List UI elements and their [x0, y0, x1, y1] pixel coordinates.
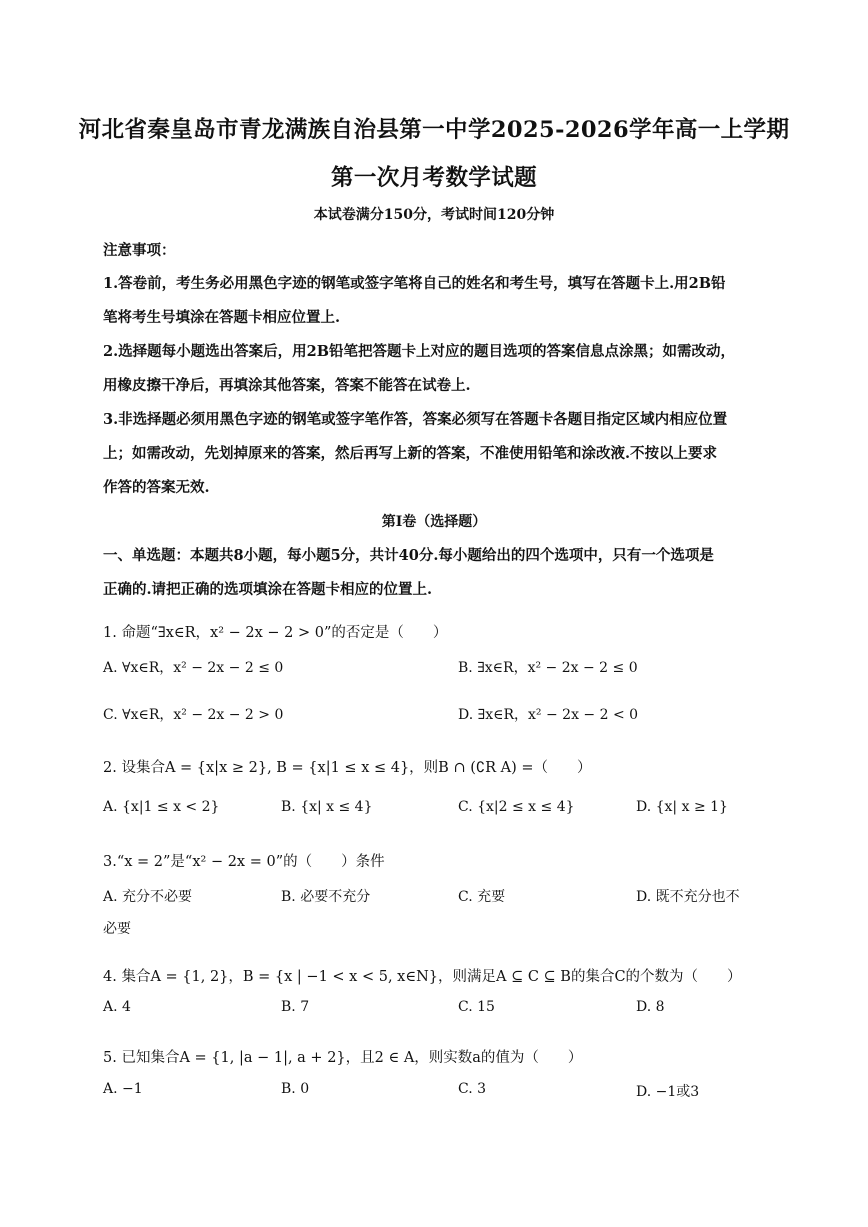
- question-4-option-b: B. 7: [281, 999, 310, 1015]
- notice-heading: 注意事项：: [103, 242, 176, 259]
- question-1-option-d: D. ∃x∈R，x² − 2x − 2 < 0: [458, 707, 639, 723]
- question-3-option-c: C. 充要: [458, 889, 506, 905]
- question-4-stem: 4. 集合A = {1, 2}，B = {x | −1 < x < 5, x∈N}，则满足A ⊆ C ⊆ B的集合C的个数为（ ）: [103, 969, 742, 985]
- question-5-option-a: A. −1: [103, 1081, 143, 1097]
- question-2-stem: 2. 设集合A = {x|x ≥ 2}, B = {x|1 ≤ x ≤ 4}，则B ∩ (∁R A) =（ ）: [103, 760, 592, 776]
- notice-line: 笔将考生号填涂在答题卡相应位置上.: [103, 309, 341, 326]
- question-5-option-d: D. −1或3: [636, 1084, 700, 1100]
- question-5-option-c: C. 3: [458, 1081, 487, 1097]
- exam-title-line-2: 第一次月考数学试题: [330, 165, 538, 191]
- question-5-option-b: B. 0: [281, 1081, 310, 1097]
- notice-line: 1.答卷前，考生务必用黑色字迹的钢笔或签字笔将自己的姓名和考生号，填写在答题卡上.用2B铅: [103, 275, 726, 292]
- question-1-option-c: C. ∀x∈R，x² − 2x − 2 > 0: [103, 707, 284, 723]
- question-3-stem: 3.“x = 2”是“x² − 2x = 0”的（ ）条件: [103, 854, 385, 870]
- question-2-option-c: C. {x|2 ≤ x ≤ 4}: [458, 799, 575, 815]
- question-4-option-d: D. 8: [636, 999, 665, 1015]
- part-one-instructions: 正确的.请把正确的选项填涂在答题卡相应的位置上.: [103, 581, 433, 598]
- question-4-option-c: C. 15: [458, 999, 495, 1015]
- question-3-option-d-continuation: 必要: [103, 921, 131, 937]
- question-1-stem: 1. 命题“∃x∈R，x² − 2x − 2 > 0”的否定是（ ）: [103, 625, 448, 641]
- part-one-instructions: 一、单选题：本题共8小题，每小题5分，共计40分.每小题给出的四个选项中，只有一个选项是: [103, 547, 714, 564]
- notice-line: 2.选择题每小题选出答案后，用2B铅笔把答题卡上对应的题目选项的答案信息点涂黑；如需改动，: [103, 343, 735, 360]
- notice-line: 上；如需改动，先划掉原来的答案，然后再写上新的答案，不准使用铅笔和涂改液.不按以上要求: [103, 445, 718, 462]
- exam-title-line-1: 河北省秦皇岛市青龙满族自治县第一中学2025-2026学年高一上学期: [78, 117, 790, 143]
- question-2-option-d: D. {x| x ≥ 1}: [636, 799, 728, 815]
- exam-subtitle: 本试卷满分150分，考试时间120分钟: [313, 207, 555, 223]
- notice-line: 作答的答案无效.: [103, 479, 210, 496]
- question-3-option-a: A. 充分不必要: [103, 889, 193, 905]
- notice-line: 用橡皮擦干净后，再填涂其他答案，答案不能答在试卷上.: [103, 377, 471, 394]
- question-2-option-b: B. {x| x ≤ 4}: [281, 799, 373, 815]
- question-2-option-a: A. {x|1 ≤ x < 2}: [103, 799, 220, 815]
- question-4-option-a: A. 4: [103, 999, 131, 1015]
- notice-line: 3.非选择题必须用黑色字迹的钢笔或签字笔作答，答案必须写在答题卡各题目指定区域内相应位置: [103, 411, 728, 428]
- question-1-option-b: B. ∃x∈R，x² − 2x − 2 ≤ 0: [458, 660, 638, 676]
- question-3-option-b: B. 必要不充分: [281, 889, 371, 905]
- question-1-option-a: A. ∀x∈R，x² − 2x − 2 ≤ 0: [103, 660, 284, 676]
- section-heading: 第I卷（选择题）: [381, 514, 487, 530]
- question-3-option-d: D. 既不充分也不: [636, 889, 740, 905]
- question-5-stem: 5. 已知集合A = {1, |a − 1|, a + 2}，且2 ∈ A，则实数a的值为（ ）: [103, 1050, 583, 1066]
